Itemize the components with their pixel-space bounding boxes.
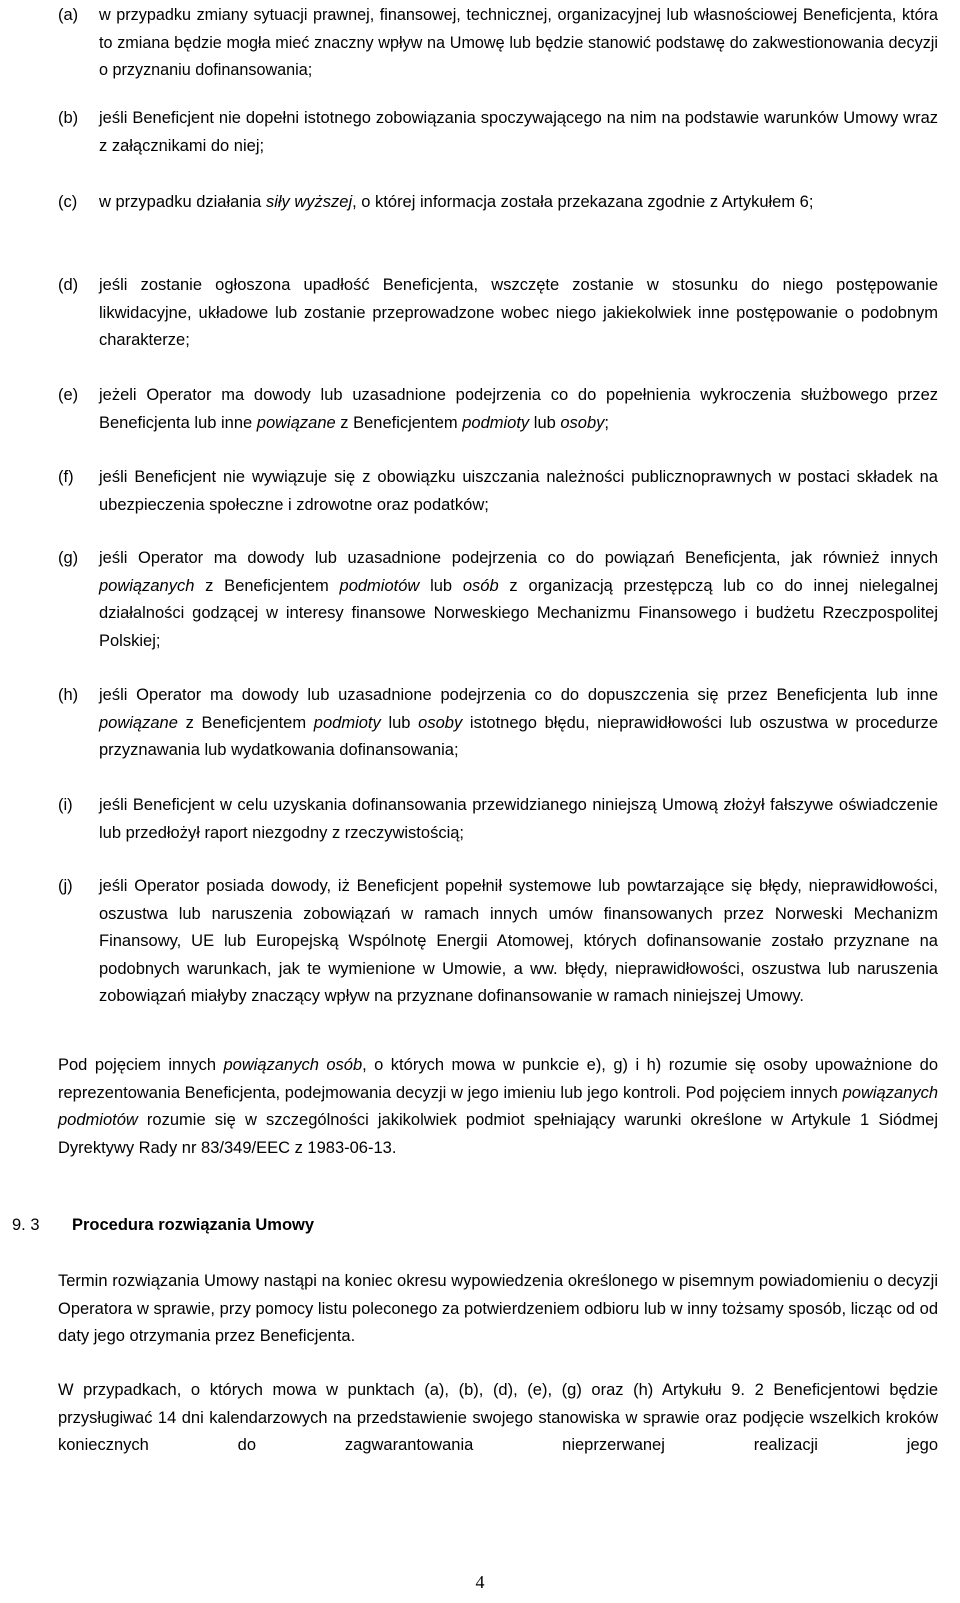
item-text: jeśli Beneficjent w celu uzyskania dofinansowania przewidzianego niniejszą Umową złożył fałszywe oświadczenie lub przedłożył raport niezgodny z rzeczywistością; (99, 796, 938, 842)
item-text: jeśli zostanie ogłoszona upadłość Beneficjenta, wszczęte zostanie w stosunku do niego postępowanie likwidacyjne, układowe lub zostanie przeprowadzone wobec niego jakiekolwiek inne postępowanie o podobnym charakterze; (99, 276, 938, 350)
item-label: (a) (58, 6, 79, 24)
item-text: jeśli Operator ma dowody lub uzasadnione podejrzenia co do dopuszczenia się przez Beneficjenta lub inne powiązane z Beneficjentem podmioty lub osoby istotnego błędu, nieprawidłowości lub oszustwa w procedurze przyznawania lub wydatkowania dofinansowania; (99, 686, 939, 760)
item-label: (c) (58, 193, 78, 211)
list-item-f (58, 464, 938, 519)
item-label: (b) (58, 109, 79, 127)
item-label: (f) (58, 468, 74, 486)
list-item-b (58, 105, 938, 160)
italic-term: powiązane (256, 413, 336, 432)
italic-term: podmioty (462, 413, 530, 432)
item-label: (d) (58, 276, 79, 294)
italic-term: osoby (560, 413, 605, 432)
item-label: (g) (58, 549, 79, 567)
item-text: w przypadku działania siły wyższej, o której informacja została przekazana zgodnie z Artykułem 6; (99, 193, 814, 211)
definition-paragraph: Pod pojęciem innych powiązanych osób, o których mowa w punkcie e), g) i h) rozumie się osoby upoważnione do reprezentowania Beneficjenta, podejmowania decyzji w jego imieniu lub jego kontroli. Pod pojęciem innych powiązanych podmiotów rozumie się w szczególności jakikolwiek podmiot spełniający warunki określone w Artykule 1 Siódmej Dyrektywy Rady nr 83/349/EEC z 1983-06-13. (58, 1056, 939, 1157)
page-number: 4 (475, 1572, 485, 1592)
list-item-e (58, 382, 938, 437)
termination-paragraph: Termin rozwiązania Umowy nastąpi na koniec okresu wypowiedzenia określonego w pisemnym powiadomieniu o decyzji Operatora w sprawie, przy pomocy listu poleconego za potwierdzeniem odbioru lub w inny tożsamy sposób, licząc od od daty jego otrzymania przez Beneficjenta. (58, 1272, 938, 1346)
item-text: jeżeli Operator ma dowody lub uzasadnione podejrzenia co do popełnienia wykroczenia służbowego przez Beneficjenta lub inne powiązane z Beneficjentem podmioty lub osoby; (99, 386, 938, 432)
item-label: (h) (58, 686, 79, 704)
italic-term: powiązanych (99, 576, 195, 595)
italic-term: siły wyższej (265, 193, 353, 211)
item-label: (e) (58, 386, 79, 404)
item-label: (i) (58, 796, 73, 814)
section-number: 9. 3 (12, 1216, 40, 1234)
item-text: jeśli Beneficjent nie wywiązuje się z obowiązku uiszczania należności publicznoprawnych w postaci składek na ubezpieczenia społeczne i zdrowotne oraz podatków; (99, 468, 938, 514)
item-text: jeśli Operator posiada dowody, iż Beneficjent popełnił systemowe lub powtarzające się błędy, nieprawidłowości, oszustwa lub naruszenia zobowiązań w ramach innych umów finansowanych przez Norweski Mechanizm Finansowy, UE lub Europejską Wspólnotę Energii Atomowej, których dofinansowanie zostało przyznane na podobnych warunkach, jak te wymienione w Umowie, a ww. błędy, nieprawidłowości, oszustwa lub naruszenia zobowiązań miałyby znaczący wpływ na przyznane dofinansowanie w ramach niniejszej Umowy. (99, 877, 938, 1006)
section-title: Procedura rozwiązania Umowy (72, 1216, 315, 1234)
italic-term: powiązanych osób (223, 1056, 363, 1074)
italic-term: podmioty (313, 713, 381, 732)
list-item-j (58, 873, 938, 1011)
item-text: w przypadku zmiany sytuacji prawnej, finansowej, technicznej, organizacyjnej lub własnościowej Beneficjenta, która to zmiana będzie mogła mieć znaczny wpływ na Umowę lub będzie stanowić podstawę do zakwestionowania decyzji o przyznaniu dofinansowania; (99, 6, 938, 80)
italic-term: powiązane (99, 713, 178, 732)
italic-term: osób (462, 576, 499, 595)
list-item-c (58, 189, 938, 217)
italic-term: podmiotów (339, 576, 420, 595)
item-text: jeśli Operator ma dowody lub uzasadnione podejrzenia co do powiązań Beneficjenta, jak również innych powiązanych z Beneficjentem podmiotów lub osób z organizacją przestępczą lub co do innej nielegalnej działalności godzącej w interesy finansowe Norweskiego Mechanizmu Finansowego i budżetu Rzeczpospolitej Polskiej; (99, 549, 938, 650)
list-item-i (58, 792, 938, 847)
response-paragraph: W przypadkach, o których mowa w punktach (a), (b), (d), (e), (g) oraz (h) Artykułu 9. 2 Beneficjentowi będzie przysługiwać 14 dni kalendarzowych na przedstawienie swojego stanowiska w sprawie oraz podjęcie wszelkich kroków koniecznych do zagwarantowania nieprzerwanej realizacji jego (58, 1381, 938, 1455)
italic-term: osoby (418, 713, 463, 732)
list-item-d (58, 272, 938, 355)
list-item-a (58, 2, 938, 85)
list-item-g (58, 545, 938, 655)
italic-term: powiązanych podmiotów (58, 1083, 938, 1130)
item-text: jeśli Beneficjent nie dopełni istotnego zobowiązania spoczywającego na nim na podstawie warunków Umowy wraz z załącznikami do niej; (99, 109, 938, 155)
section-heading (12, 1211, 314, 1239)
item-label: (j) (58, 877, 73, 895)
list-item-h (58, 682, 938, 765)
